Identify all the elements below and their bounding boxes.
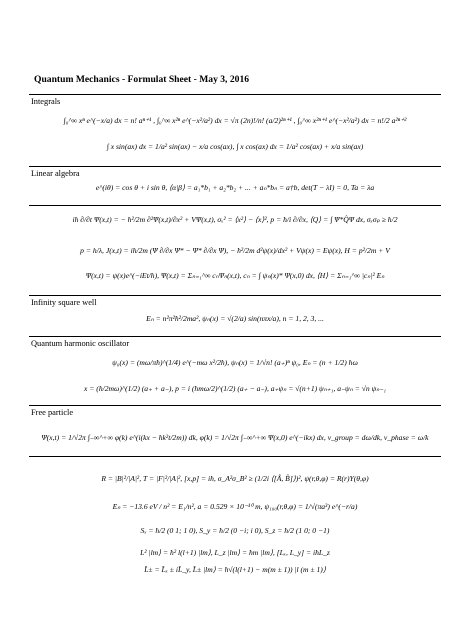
- section-label: Infinity square well: [31, 298, 97, 307]
- section-label: Integrals: [31, 97, 61, 106]
- formula-line: x = (ħ/2mω)^(1/2) (a₊ + a₋), p = i (ħmω/2)^(1/2) (a₊ − a₋), a₊ψₙ = √(n+1) ψₙ₊₁, a₋ψₙ = √n ψₙ₋₁: [84, 384, 386, 393]
- formula-line: L̂± = L̂ₓ ± iL̂_y, L̂± |lm⟩ = ħ√(l(l+1) − m(m ± 1)) |l (m ± 1)⟩: [144, 565, 326, 574]
- formula-line: Ψ(x,t) = ψ(x)e^(−iEt/ħ), Ψ(x,t) = Σₙ₌₁^∞ cₙΨₙ(x,t), cₙ = ∫ ψₙ(x)* Ψ(x,0) dx, ⟨H⟩ = Σₙ₌₁^∞ |cₙ|² Eₙ: [85, 271, 385, 280]
- section-label: Free particle: [31, 408, 74, 417]
- formula-line: L² |lm⟩ = ħ² l(l+1) |lm⟩, L_z |lm⟩ = ħm |lm⟩, [Lₓ, L_y] = iħL_z: [140, 548, 330, 557]
- formula-line: R = |B|²/|A|², T = |F|²/|A|², [x,p] = iħ, σ_A²σ_B² ≥ (1/2i ⟨[Â, B̂]⟩)², ψ(r,θ,φ) = R(r)Y(θ,φ): [101, 474, 369, 483]
- formula-line: ∫₀^∞ xⁿ e^(−x/a) dx = n! aⁿ⁺¹ , ∫₀^∞ x²ⁿ e^(−x²/a²) dx = √π (2n)!/n! (a/2)²ⁿ⁺¹ , ∫₀^∞ x²ⁿ⁺¹ e^(−x²/a²) dx = n!/2 a²ⁿ⁺²: [63, 116, 407, 125]
- formula-line: e^(iθ) = cos θ + i sin θ, ⟨α|β⟩ = a₁*b₁ + a₂*b₂ + ... + aₙ*bₙ = a†b, det(T − λI) = 0, Ta = λa: [95, 183, 375, 192]
- formula-line: ψ₀(x) = (mω/πħ)^(1/4) e^(−mω x²/2ħ), ψₙ(x) = 1/√n! (a₊)ⁿ ψ₀, Eₙ = (n + 1/2) ħω: [112, 358, 358, 367]
- formula-line: p = h/λ, J(x,t) = iħ/2m (Ψ ∂/∂x Ψ* − Ψ* ∂/∂x Ψ), − ħ²/2m d²ψ(x)/dx² + Vψ(x) = Eψ(x), H = p²/2m + V: [80, 246, 390, 255]
- section-free-particle: [29, 405, 441, 454]
- formula-line: Eₙ = −13.6 eV / n² = E₁/n², a = 0.529 × 10⁻¹⁰ m, ψ₁₀₀(r,θ,φ) = 1/√(πa³) e^(−r/a): [112, 502, 358, 511]
- section-label: Quantum harmonic oscillator: [31, 339, 130, 348]
- formula-line: iħ ∂/∂t Ψ(x,t) = − ħ²/2m ∂²Ψ(x,t)/∂x² + VΨ(x,t), σₓ² = ⟨x²⟩ − ⟨x⟩², p = ħ/i ∂/∂x, ⟨Q⟩ = ∫ Ψ*Q̂Ψ dx, σₓσₚ ≥ ħ/2: [72, 215, 398, 224]
- page-title: Quantum Mechanics - Formulat Sheet - May 3, 2016: [34, 74, 250, 85]
- formula-line: Eₙ = n²π²ħ²/2ma², ψₙ(x) = √(2/a) sin(nπx/a), n = 1, 2, 3, ...: [146, 314, 324, 323]
- formula-line: Sₓ = ħ/2 (0 1; 1 0), S_y = ħ/2 (0 −i; i 0), S_z = ħ/2 (1 0; 0 −1): [140, 526, 330, 535]
- section-integrals: [29, 94, 441, 167]
- section-label: Linear algebra: [31, 169, 80, 178]
- formula-line: ∫ x sin(ax) dx = 1/a² sin(ax) − x/a cos(ax), ∫ x cos(ax) dx = 1/a² cos(ax) + x/a sin(ax): [106, 142, 364, 151]
- formula-line: Ψ(x,t) = 1/√2π ∫₋∞^+∞ φ(k) e^(i(kx − ħk²t/2m)) dk, φ(k) = 1/√2π ∫₋∞^+∞ Ψ(x,0) e^(−ikx) dx, v_group = dω/dk, v_phase = ω/k: [41, 433, 429, 442]
